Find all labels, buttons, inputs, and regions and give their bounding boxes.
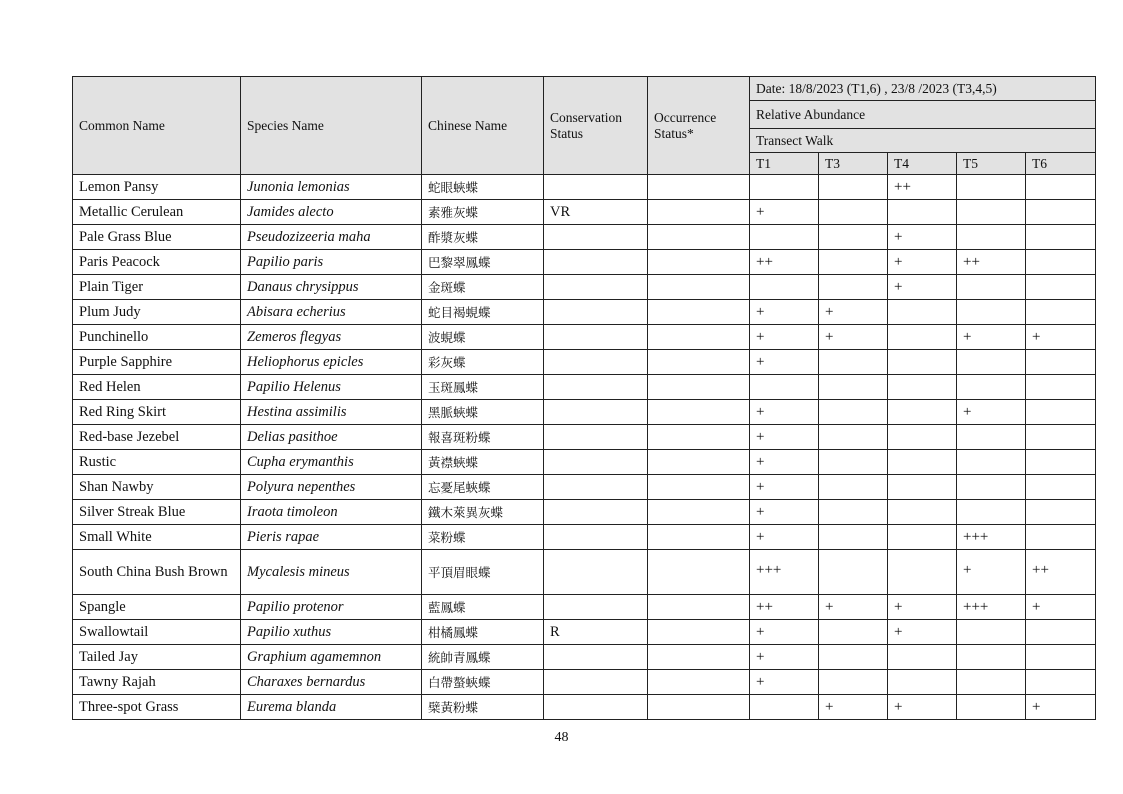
table-row [73,175,1096,200]
species-name-cell: Jamides alecto [241,200,422,225]
occurrence-status-cell [648,695,750,720]
abundance-t6-cell [1026,475,1096,500]
abundance-t6-cell [1026,275,1096,300]
abundance-t6-cell [1026,425,1096,450]
occurrence-status-cell [648,175,750,200]
abundance-t3-cell [819,645,888,670]
species-name-cell: Charaxes bernardus [241,670,422,695]
chinese-name-cell: 藍鳳蝶 [422,595,544,620]
abundance-t4-cell: + [888,275,957,300]
chinese-name-cell: 忘憂尾蛺蝶 [422,475,544,500]
abundance-t5-cell: + [957,550,1026,595]
abundance-t6-cell [1026,250,1096,275]
species-name-cell: Graphium agamemnon [241,645,422,670]
abundance-t5-cell [957,225,1026,250]
common-name-cell: Punchinello [73,325,241,350]
occurrence-status-cell [648,645,750,670]
conservation-status-cell [544,325,648,350]
abundance-t6-cell [1026,450,1096,475]
conservation-status-cell [544,275,648,300]
occurrence-status-cell [648,670,750,695]
chinese-name-cell: 平頂眉眼蝶 [422,550,544,595]
abundance-t6-cell [1026,375,1096,400]
abundance-t5-cell [957,475,1026,500]
abundance-t4-cell: ++ [888,175,957,200]
chinese-name-cell: 金斑蝶 [422,275,544,300]
header-transect-t3: T3 [819,153,888,175]
conservation-status-cell [544,695,648,720]
conservation-status-cell: R [544,620,648,645]
abundance-t5-cell [957,670,1026,695]
table-row [73,500,1096,525]
header-common-name: Common Name [73,77,241,175]
table-row [73,300,1096,325]
chinese-name-cell: 報喜斑粉蝶 [422,425,544,450]
abundance-t5-cell: + [957,325,1026,350]
abundance-t4-cell [888,550,957,595]
abundance-t6-cell [1026,525,1096,550]
common-name-cell: Plain Tiger [73,275,241,300]
abundance-t1-cell: + [750,300,819,325]
species-name-cell: Mycalesis mineus [241,550,422,595]
occurrence-status-cell [648,250,750,275]
table-row [73,375,1096,400]
table-row [73,350,1096,375]
abundance-t1-cell: + [750,525,819,550]
abundance-t4-cell: + [888,695,957,720]
conservation-status-cell [544,425,648,450]
common-name-cell: Purple Sapphire [73,350,241,375]
abundance-t4-cell: + [888,595,957,620]
abundance-t5-cell [957,645,1026,670]
species-name-cell: Delias pasithoe [241,425,422,450]
conservation-status-cell [544,670,648,695]
common-name-cell: Silver Streak Blue [73,500,241,525]
table-row [73,670,1096,695]
occurrence-status-cell [648,500,750,525]
common-name-cell: Metallic Cerulean [73,200,241,225]
abundance-t4-cell [888,350,957,375]
chinese-name-cell: 玉斑鳳蝶 [422,375,544,400]
abundance-t6-cell [1026,670,1096,695]
species-name-cell: Pieris rapae [241,525,422,550]
abundance-t1-cell: + [750,475,819,500]
abundance-t1-cell: + [750,400,819,425]
conservation-status-cell [544,475,648,500]
abundance-t6-cell [1026,400,1096,425]
chinese-name-cell: 檗黃粉蝶 [422,695,544,720]
occurrence-status-cell [648,525,750,550]
common-name-cell: Tailed Jay [73,645,241,670]
abundance-t6-cell [1026,500,1096,525]
page-number: 48 [554,730,569,745]
abundance-t6-cell [1026,350,1096,375]
occurrence-status-cell [648,425,750,450]
table-body [73,175,1096,720]
header-transect-t6: T6 [1026,153,1096,175]
conservation-status-cell [544,595,648,620]
chinese-name-cell: 鐵木萊異灰蝶 [422,500,544,525]
conservation-status-cell [544,175,648,200]
abundance-t4-cell: + [888,250,957,275]
abundance-t4-cell: + [888,620,957,645]
abundance-t1-cell: + [750,620,819,645]
occurrence-status-cell [648,400,750,425]
header-species-name: Species Name [241,77,422,175]
abundance-t6-cell: + [1026,595,1096,620]
abundance-t5-cell: +++ [957,525,1026,550]
table-row [73,225,1096,250]
table-row [73,275,1096,300]
abundance-t1-cell: + [750,500,819,525]
occurrence-status-cell [648,350,750,375]
common-name-cell: Small White [73,525,241,550]
conservation-status-cell [544,525,648,550]
header-transect-t4: T4 [888,153,957,175]
occurrence-status-cell [648,550,750,595]
abundance-t3-cell [819,670,888,695]
occurrence-status-cell [648,450,750,475]
table-row [73,400,1096,425]
abundance-t5-cell [957,450,1026,475]
common-name-cell: Red-base Jezebel [73,425,241,450]
abundance-t3-cell [819,250,888,275]
common-name-cell: Shan Nawby [73,475,241,500]
table-row [73,325,1096,350]
conservation-status-cell [544,400,648,425]
table-row [73,450,1096,475]
occurrence-status-cell [648,200,750,225]
common-name-cell: Swallowtail [73,620,241,645]
species-name-cell: Iraota timoleon [241,500,422,525]
table-row [73,525,1096,550]
abundance-t1-cell: +++ [750,550,819,595]
common-name-cell: Plum Judy [73,300,241,325]
conservation-status-cell [544,450,648,475]
table-row [73,695,1096,720]
header-survey-date: Date: 18/8/2023 (T1,6) , 23/8 /2023 (T3,4,5) [750,77,1096,101]
abundance-t3-cell: + [819,300,888,325]
abundance-t5-cell [957,425,1026,450]
abundance-t5-cell [957,620,1026,645]
abundance-t1-cell: + [750,325,819,350]
abundance-t1-cell: + [750,200,819,225]
abundance-t3-cell [819,275,888,300]
header-transect-walk: Transect Walk [750,129,1096,153]
chinese-name-cell: 酢漿灰蝶 [422,225,544,250]
abundance-t5-cell [957,200,1026,225]
abundance-t6-cell: ++ [1026,550,1096,595]
abundance-t1-cell: + [750,450,819,475]
abundance-t1-cell: + [750,425,819,450]
table-row [73,595,1096,620]
abundance-t4-cell [888,525,957,550]
conservation-status-cell [544,300,648,325]
occurrence-status-cell [648,375,750,400]
chinese-name-cell: 巴黎翠鳳蝶 [422,250,544,275]
abundance-t3-cell [819,375,888,400]
abundance-t3-cell [819,475,888,500]
abundance-t3-cell [819,500,888,525]
abundance-t1-cell [750,175,819,200]
species-name-cell: Junonia lemonias [241,175,422,200]
abundance-t5-cell [957,300,1026,325]
header-conservation-status: Conservation Status [544,77,648,175]
conservation-status-cell [544,375,648,400]
abundance-t6-cell [1026,225,1096,250]
chinese-name-cell: 柑橘鳳蝶 [422,620,544,645]
header-relative-abundance: Relative Abundance [750,101,1096,129]
abundance-t6-cell [1026,645,1096,670]
abundance-t4-cell [888,300,957,325]
abundance-t3-cell [819,620,888,645]
abundance-t5-cell [957,375,1026,400]
abundance-t3-cell: + [819,595,888,620]
occurrence-status-cell [648,475,750,500]
conservation-status-cell [544,550,648,595]
abundance-t1-cell: ++ [750,250,819,275]
occurrence-status-cell [648,595,750,620]
species-name-cell: Papilio xuthus [241,620,422,645]
species-name-cell: Papilio paris [241,250,422,275]
abundance-t4-cell [888,450,957,475]
species-name-cell: Abisara echerius [241,300,422,325]
abundance-t6-cell: + [1026,695,1096,720]
abundance-t4-cell [888,475,957,500]
abundance-t6-cell: + [1026,325,1096,350]
occurrence-status-cell [648,225,750,250]
common-name-cell: South China Bush Brown [73,550,241,595]
common-name-cell: Pale Grass Blue [73,225,241,250]
abundance-t3-cell: + [819,325,888,350]
abundance-t1-cell: + [750,645,819,670]
chinese-name-cell: 白帶螯蛺蝶 [422,670,544,695]
common-name-cell: Tawny Rajah [73,670,241,695]
conservation-status-cell [544,225,648,250]
abundance-t4-cell [888,325,957,350]
conservation-status-cell [544,645,648,670]
abundance-t6-cell [1026,300,1096,325]
conservation-status-cell [544,250,648,275]
table-row [73,550,1096,595]
abundance-t3-cell [819,200,888,225]
occurrence-status-cell [648,300,750,325]
common-name-cell: Paris Peacock [73,250,241,275]
conservation-status-cell: VR [544,200,648,225]
abundance-t3-cell: + [819,695,888,720]
abundance-t4-cell: + [888,225,957,250]
abundance-t3-cell [819,225,888,250]
table-row [73,250,1096,275]
table-row [73,645,1096,670]
abundance-t1-cell: + [750,350,819,375]
common-name-cell: Rustic [73,450,241,475]
chinese-name-cell: 菜粉蝶 [422,525,544,550]
abundance-t3-cell [819,550,888,595]
abundance-t1-cell: ++ [750,595,819,620]
abundance-t4-cell [888,400,957,425]
abundance-t4-cell [888,200,957,225]
abundance-t5-cell [957,175,1026,200]
common-name-cell: Spangle [73,595,241,620]
abundance-t5-cell [957,275,1026,300]
header-transect-t5: T5 [957,153,1026,175]
chinese-name-cell: 蛇目褐蜆蝶 [422,300,544,325]
common-name-cell: Lemon Pansy [73,175,241,200]
chinese-name-cell: 蛇眼蛺蝶 [422,175,544,200]
abundance-t6-cell [1026,175,1096,200]
abundance-t3-cell [819,175,888,200]
abundance-t6-cell [1026,620,1096,645]
species-name-cell: Cupha erymanthis [241,450,422,475]
abundance-t4-cell [888,645,957,670]
abundance-t4-cell [888,670,957,695]
common-name-cell: Red Ring Skirt [73,400,241,425]
chinese-name-cell: 黑脈蛺蝶 [422,400,544,425]
species-name-cell: Zemeros flegyas [241,325,422,350]
abundance-t4-cell [888,500,957,525]
species-name-cell: Papilio Helenus [241,375,422,400]
abundance-t1-cell [750,225,819,250]
chinese-name-cell: 統帥青鳳蝶 [422,645,544,670]
common-name-cell: Three-spot Grass [73,695,241,720]
abundance-t5-cell [957,695,1026,720]
abundance-t3-cell [819,425,888,450]
table-row [73,620,1096,645]
chinese-name-cell: 黃襟蛺蝶 [422,450,544,475]
conservation-status-cell [544,500,648,525]
header-occurrence-status: Occurrence Status* [648,77,750,175]
table-row [73,425,1096,450]
chinese-name-cell: 波蜆蝶 [422,325,544,350]
table-row [73,475,1096,500]
abundance-t1-cell [750,275,819,300]
conservation-status-cell [544,350,648,375]
abundance-t5-cell: +++ [957,595,1026,620]
abundance-t4-cell [888,375,957,400]
abundance-t3-cell [819,400,888,425]
abundance-t3-cell [819,350,888,375]
occurrence-status-cell [648,275,750,300]
species-name-cell: Pseudozizeeria maha [241,225,422,250]
chinese-name-cell: 素雅灰蝶 [422,200,544,225]
species-name-cell: Polyura nepenthes [241,475,422,500]
occurrence-status-cell [648,620,750,645]
header-transect-t1: T1 [750,153,819,175]
abundance-t6-cell [1026,200,1096,225]
abundance-t5-cell [957,350,1026,375]
abundance-t5-cell: ++ [957,250,1026,275]
header-chinese-name: Chinese Name [422,77,544,175]
abundance-t1-cell: + [750,670,819,695]
abundance-t3-cell [819,525,888,550]
species-name-cell: Hestina assimilis [241,400,422,425]
occurrence-status-cell [648,325,750,350]
abundance-t5-cell [957,500,1026,525]
abundance-t3-cell [819,450,888,475]
abundance-t4-cell [888,425,957,450]
abundance-t1-cell [750,375,819,400]
species-name-cell: Eurema blanda [241,695,422,720]
butterfly-survey-table [72,76,1096,720]
common-name-cell: Red Helen [73,375,241,400]
species-name-cell: Heliophorus epicles [241,350,422,375]
abundance-t5-cell: + [957,400,1026,425]
table-row [73,200,1096,225]
chinese-name-cell: 彩灰蝶 [422,350,544,375]
species-name-cell: Papilio protenor [241,595,422,620]
species-name-cell: Danaus chrysippus [241,275,422,300]
abundance-t1-cell [750,695,819,720]
